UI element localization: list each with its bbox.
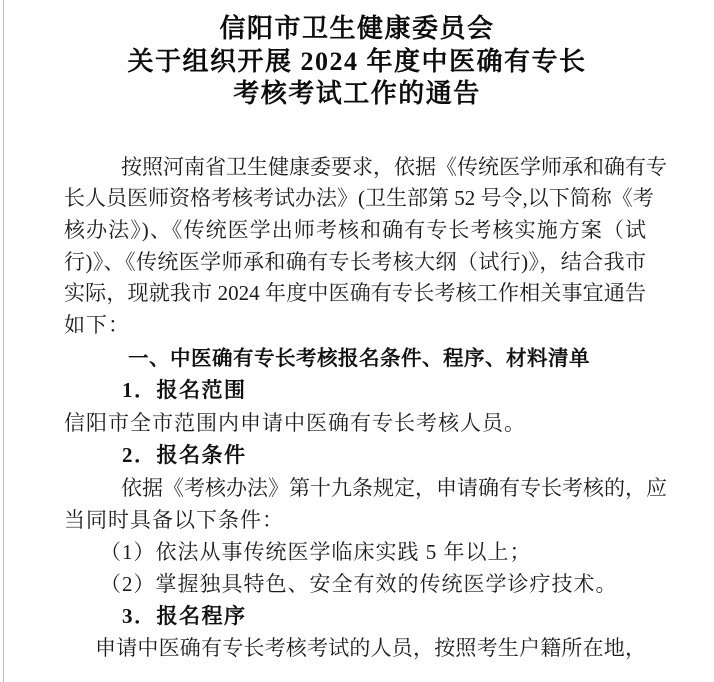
body-line-14: （2）掌握独具特色、安全有效的传统医学诊疗技术。 xyxy=(100,572,618,596)
body-line-2: 长人员医师资格考核考试办法》(卫生部第 52 号令,以下简称《考 xyxy=(64,186,654,210)
subheading-2: 2．报名条件 xyxy=(122,443,247,467)
body-line-3: 核办法》)、《传统医学出师考核和确有专长考核实施方案（试 xyxy=(64,218,646,242)
doc-title-line-3: 考核考试工作的通告 xyxy=(233,79,481,108)
body-line-6: 如下： xyxy=(64,313,130,337)
body-line-16: 申请中医确有专长考核考试的人员，按照考生户籍所在地， xyxy=(95,636,646,660)
body-line-5: 实际，现就我市 2024 年度中医确有专长考核工作相关事宜通告 xyxy=(64,281,646,305)
body-line-12: 当同时具备以下条件： xyxy=(64,508,284,532)
subheading-3: 3．报名程序 xyxy=(122,604,247,628)
body-line-13: （1）依法从事传统医学临床实践 5 年以上； xyxy=(100,540,532,564)
body-line-4: 行)》、《传统医学师承和确有专长考核大纲（试行)》，结合我市 xyxy=(64,250,646,274)
section-heading-1: 一、中医确有专长考核报名条件、程序、材料清单 xyxy=(128,347,590,370)
subheading-1: 1．报名范围 xyxy=(122,378,247,402)
body-line-1: 按照河南省卫生健康委要求，依据《传统医学师承和确有专 xyxy=(121,155,667,179)
doc-title-line-2: 关于组织开展 2024 年度中医确有专长 xyxy=(127,47,587,76)
body-line-9: 信阳市全市范围内申请中医确有专长考核人员。 xyxy=(64,411,526,435)
body-line-11: 依据《考核办法》第十九条规定，申请确有专长考核的，应 xyxy=(121,476,667,500)
doc-title-line-1: 信阳市卫生健康委员会 xyxy=(219,14,495,43)
